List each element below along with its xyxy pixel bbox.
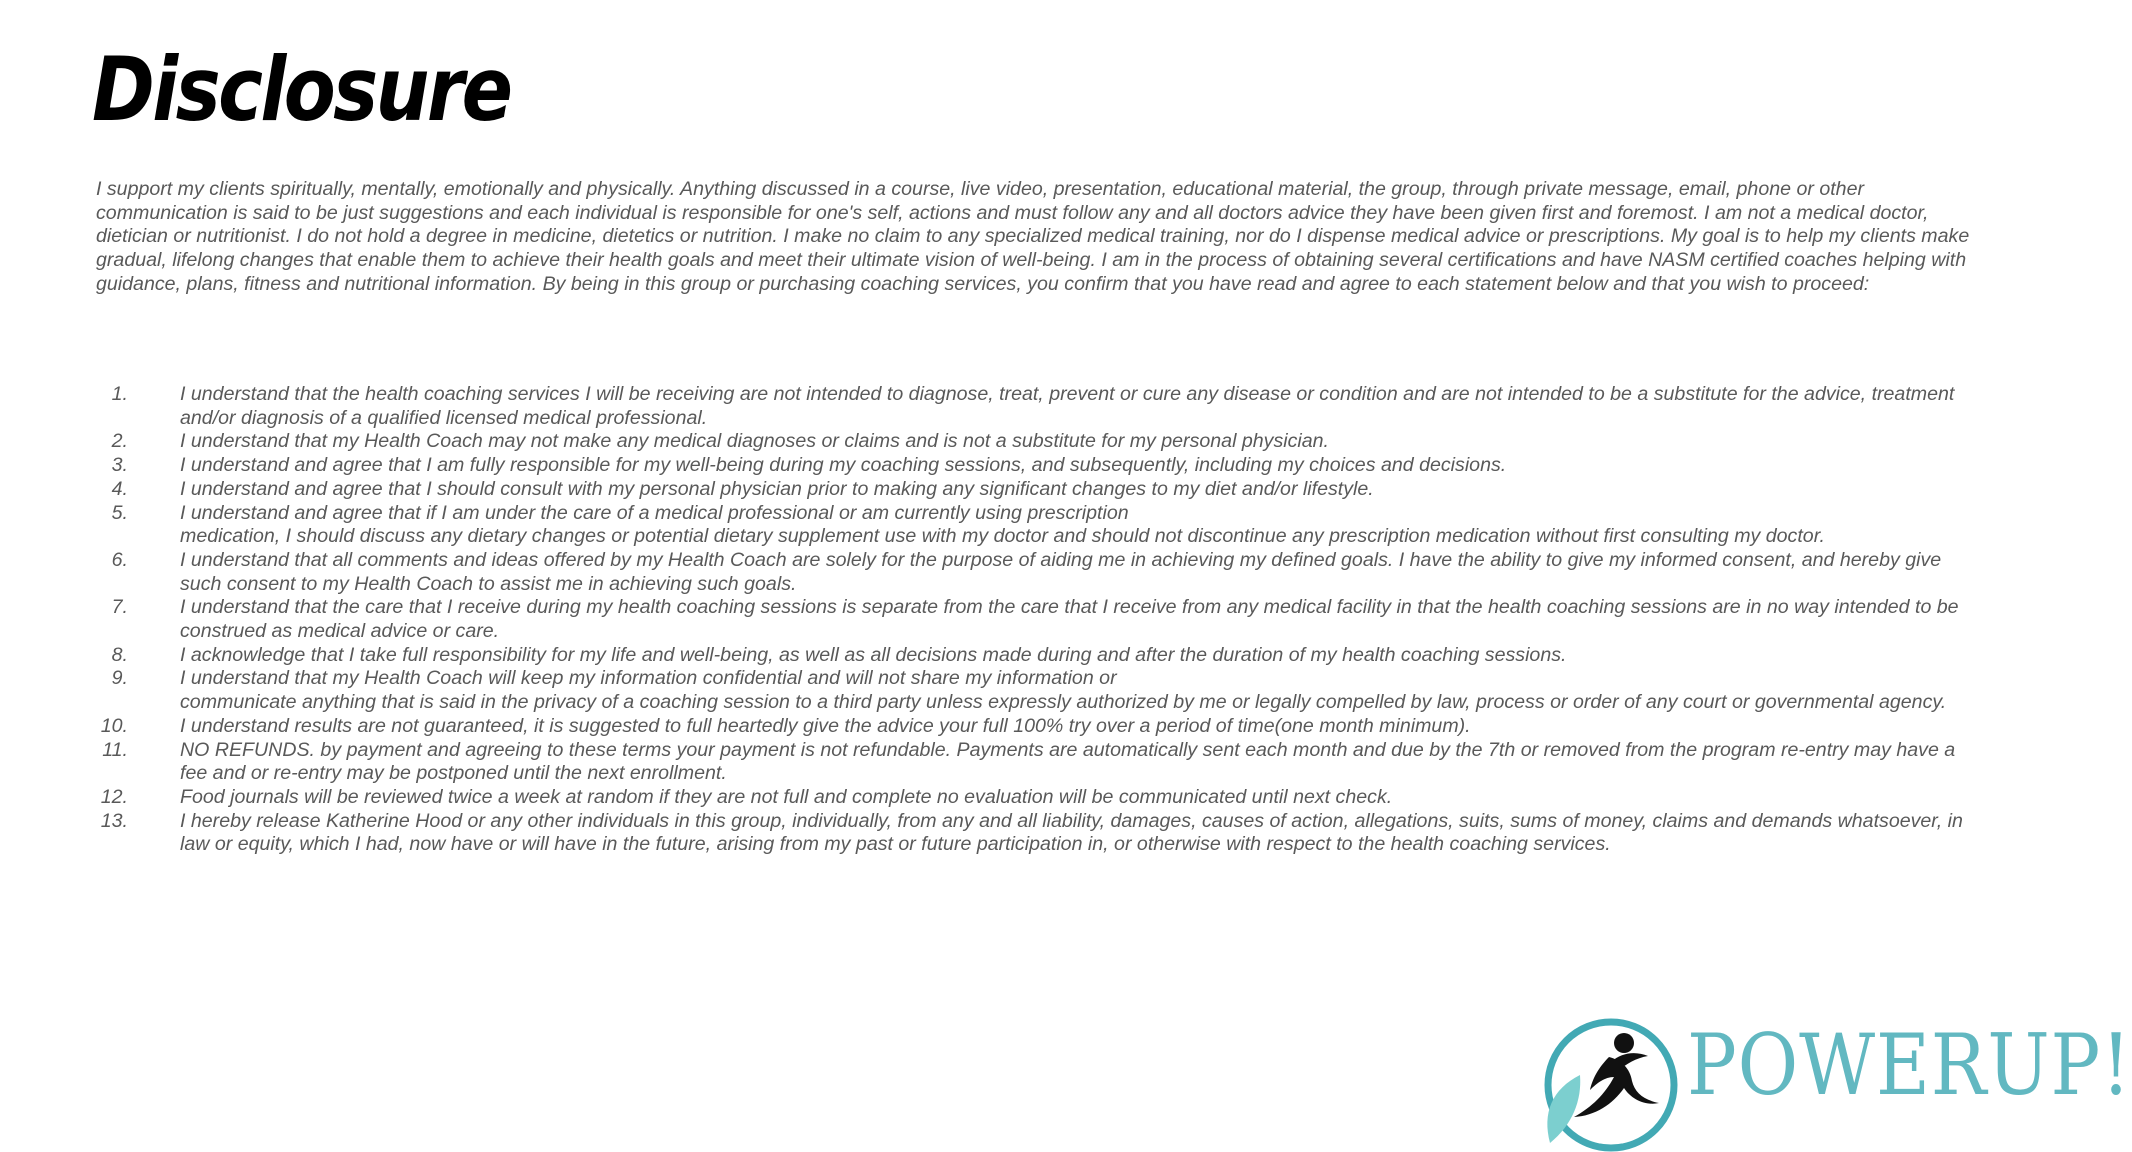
term-text: Food journals will be reviewed twice a week at random if they are not full and complete no evaluation will be communicated until next check. xyxy=(180,785,1393,808)
term-number: 12. xyxy=(100,785,128,808)
term-item xyxy=(96,430,1986,454)
term-item xyxy=(96,478,1986,502)
term-text: I understand that my Health Coach will keep my information confidential and will not share my information or communicate anything that is said in the privacy of a coaching session to a third party unless expressly authorized by me or legally compelled by law, process or order of any court or governmental agency. xyxy=(180,667,1947,714)
term-text: I acknowledge that I take full responsibility for my life and well-being, as well as all decisions made during and after the duration of my health coaching sessions. xyxy=(180,643,1567,666)
intro-paragraph: I support my clients spiritually, mentally, emotionally and physically. Anything discussed in a course, live video, presentation, educational material, the group, through private message, email, phone or other communication is said to be just suggestions and each individual is responsible for one's self, actions and must follow any and all doctors advice they have been given first and foremost. I am not a medical doctor, dietician or nutritionist. I do not hold a degree in medicine, dietetics or nutrition. I make no claim to any specialized medical training, nor do I dispense medical advice or prescriptions. My goal is to help my clients make gradual, lifelong changes that enable them to achieve their health goals and meet their ultimate vision of well-being. I am in the process of obtaining several certifications and have NASM certified coaches helping with guidance, plans, fitness and nutritional information. By being in this group or purchasing coaching services, you confirm that you have read and agree to each statement below and that you wish to proceed: xyxy=(96,178,1970,295)
term-text: I understand and agree that I am fully responsible for my well-being during my coaching sessions, and subsequently, including my choices and decisions. xyxy=(180,454,1507,477)
term-item xyxy=(96,667,1986,714)
runner-logo-icon xyxy=(1532,1013,1682,1152)
term-item xyxy=(96,502,1986,549)
terms-list xyxy=(96,383,1986,857)
term-text: I understand that the care that I receive during my health coaching sessions is separate from the care that I receive from any medical facility in that the health coaching sessions are in no way intended to be construed as medical advice or care. xyxy=(180,596,1959,643)
term-number: 2. xyxy=(111,430,128,453)
term-item xyxy=(96,383,1986,430)
term-text: I understand that my Health Coach may not make any medical diagnoses or claims and is not a substitute for my personal physician. xyxy=(180,430,1329,453)
term-number: 1. xyxy=(111,383,128,405)
term-number: 3. xyxy=(111,454,128,477)
term-item xyxy=(96,454,1986,478)
term-number: 11. xyxy=(102,738,128,761)
term-text: I understand and agree that if I am under the care of a medical professional or am currently using prescription medication, I should discuss any dietary changes or potential dietary supplement use with my doctor and should not discontinue any prescription medication without first consulting my doctor. xyxy=(180,501,1825,548)
term-item xyxy=(96,596,1986,643)
term-item xyxy=(96,739,1986,786)
term-number: 5. xyxy=(111,501,128,524)
term-text: I understand that the health coaching services I will be receiving are not intended to diagnose, treat, prevent or cure any disease or condition and are not intended to be a substitute for the advice, treatment and/or diagnosis of a qualified licensed medical professional. xyxy=(180,383,1955,429)
term-text: I understand and agree that I should consult with my personal physician prior to making any significant changes to my diet and/or lifestyle. xyxy=(180,477,1374,500)
powerup-logo xyxy=(1532,1013,2132,1152)
term-text: I hereby release Katherine Hood or any other individuals in this group, individually, from any and all liability, damages, causes of action, allegations, suits, sums of money, claims and demands whatsoever, in law or equity, which I had, now have or will have in the future, arising from my past or future participation in, or otherwise with respect to the health coaching services. xyxy=(180,809,1963,856)
term-text: I understand results are not guaranteed, it is suggested to full heartedly give the advice your full 100% try over a period of time(one month minimum). xyxy=(180,714,1471,737)
term-item xyxy=(96,786,1986,810)
term-number: 9. xyxy=(111,667,128,690)
term-item xyxy=(96,715,1986,739)
term-item xyxy=(96,644,1986,668)
term-text: NO REFUNDS. by payment and agreeing to these terms your payment is not refundable. Payments are automatically sent each month and due by the 7th or removed from the program re-entry may have a fee and or re-entry may be postponed until the next enrollment. xyxy=(180,738,1956,785)
term-number: 4. xyxy=(111,477,128,500)
term-number: 6. xyxy=(111,548,128,571)
term-text: I understand that all comments and ideas offered by my Health Coach are solely for the purpose of aiding me in achieving my defined goals. I have the ability to give my informed consent, and hereby give such consent to my Health Coach to assist me in achieving such goals. xyxy=(180,548,1942,595)
term-item xyxy=(96,549,1986,596)
term-number: 10. xyxy=(100,714,128,737)
term-number: 7. xyxy=(111,596,128,619)
term-number: 8. xyxy=(111,643,128,666)
term-number: 13. xyxy=(100,809,128,832)
page-title: Disclosure xyxy=(92,38,511,141)
logo-wordmark: POWERUP! xyxy=(1687,1016,2132,1114)
term-item xyxy=(96,810,1986,857)
